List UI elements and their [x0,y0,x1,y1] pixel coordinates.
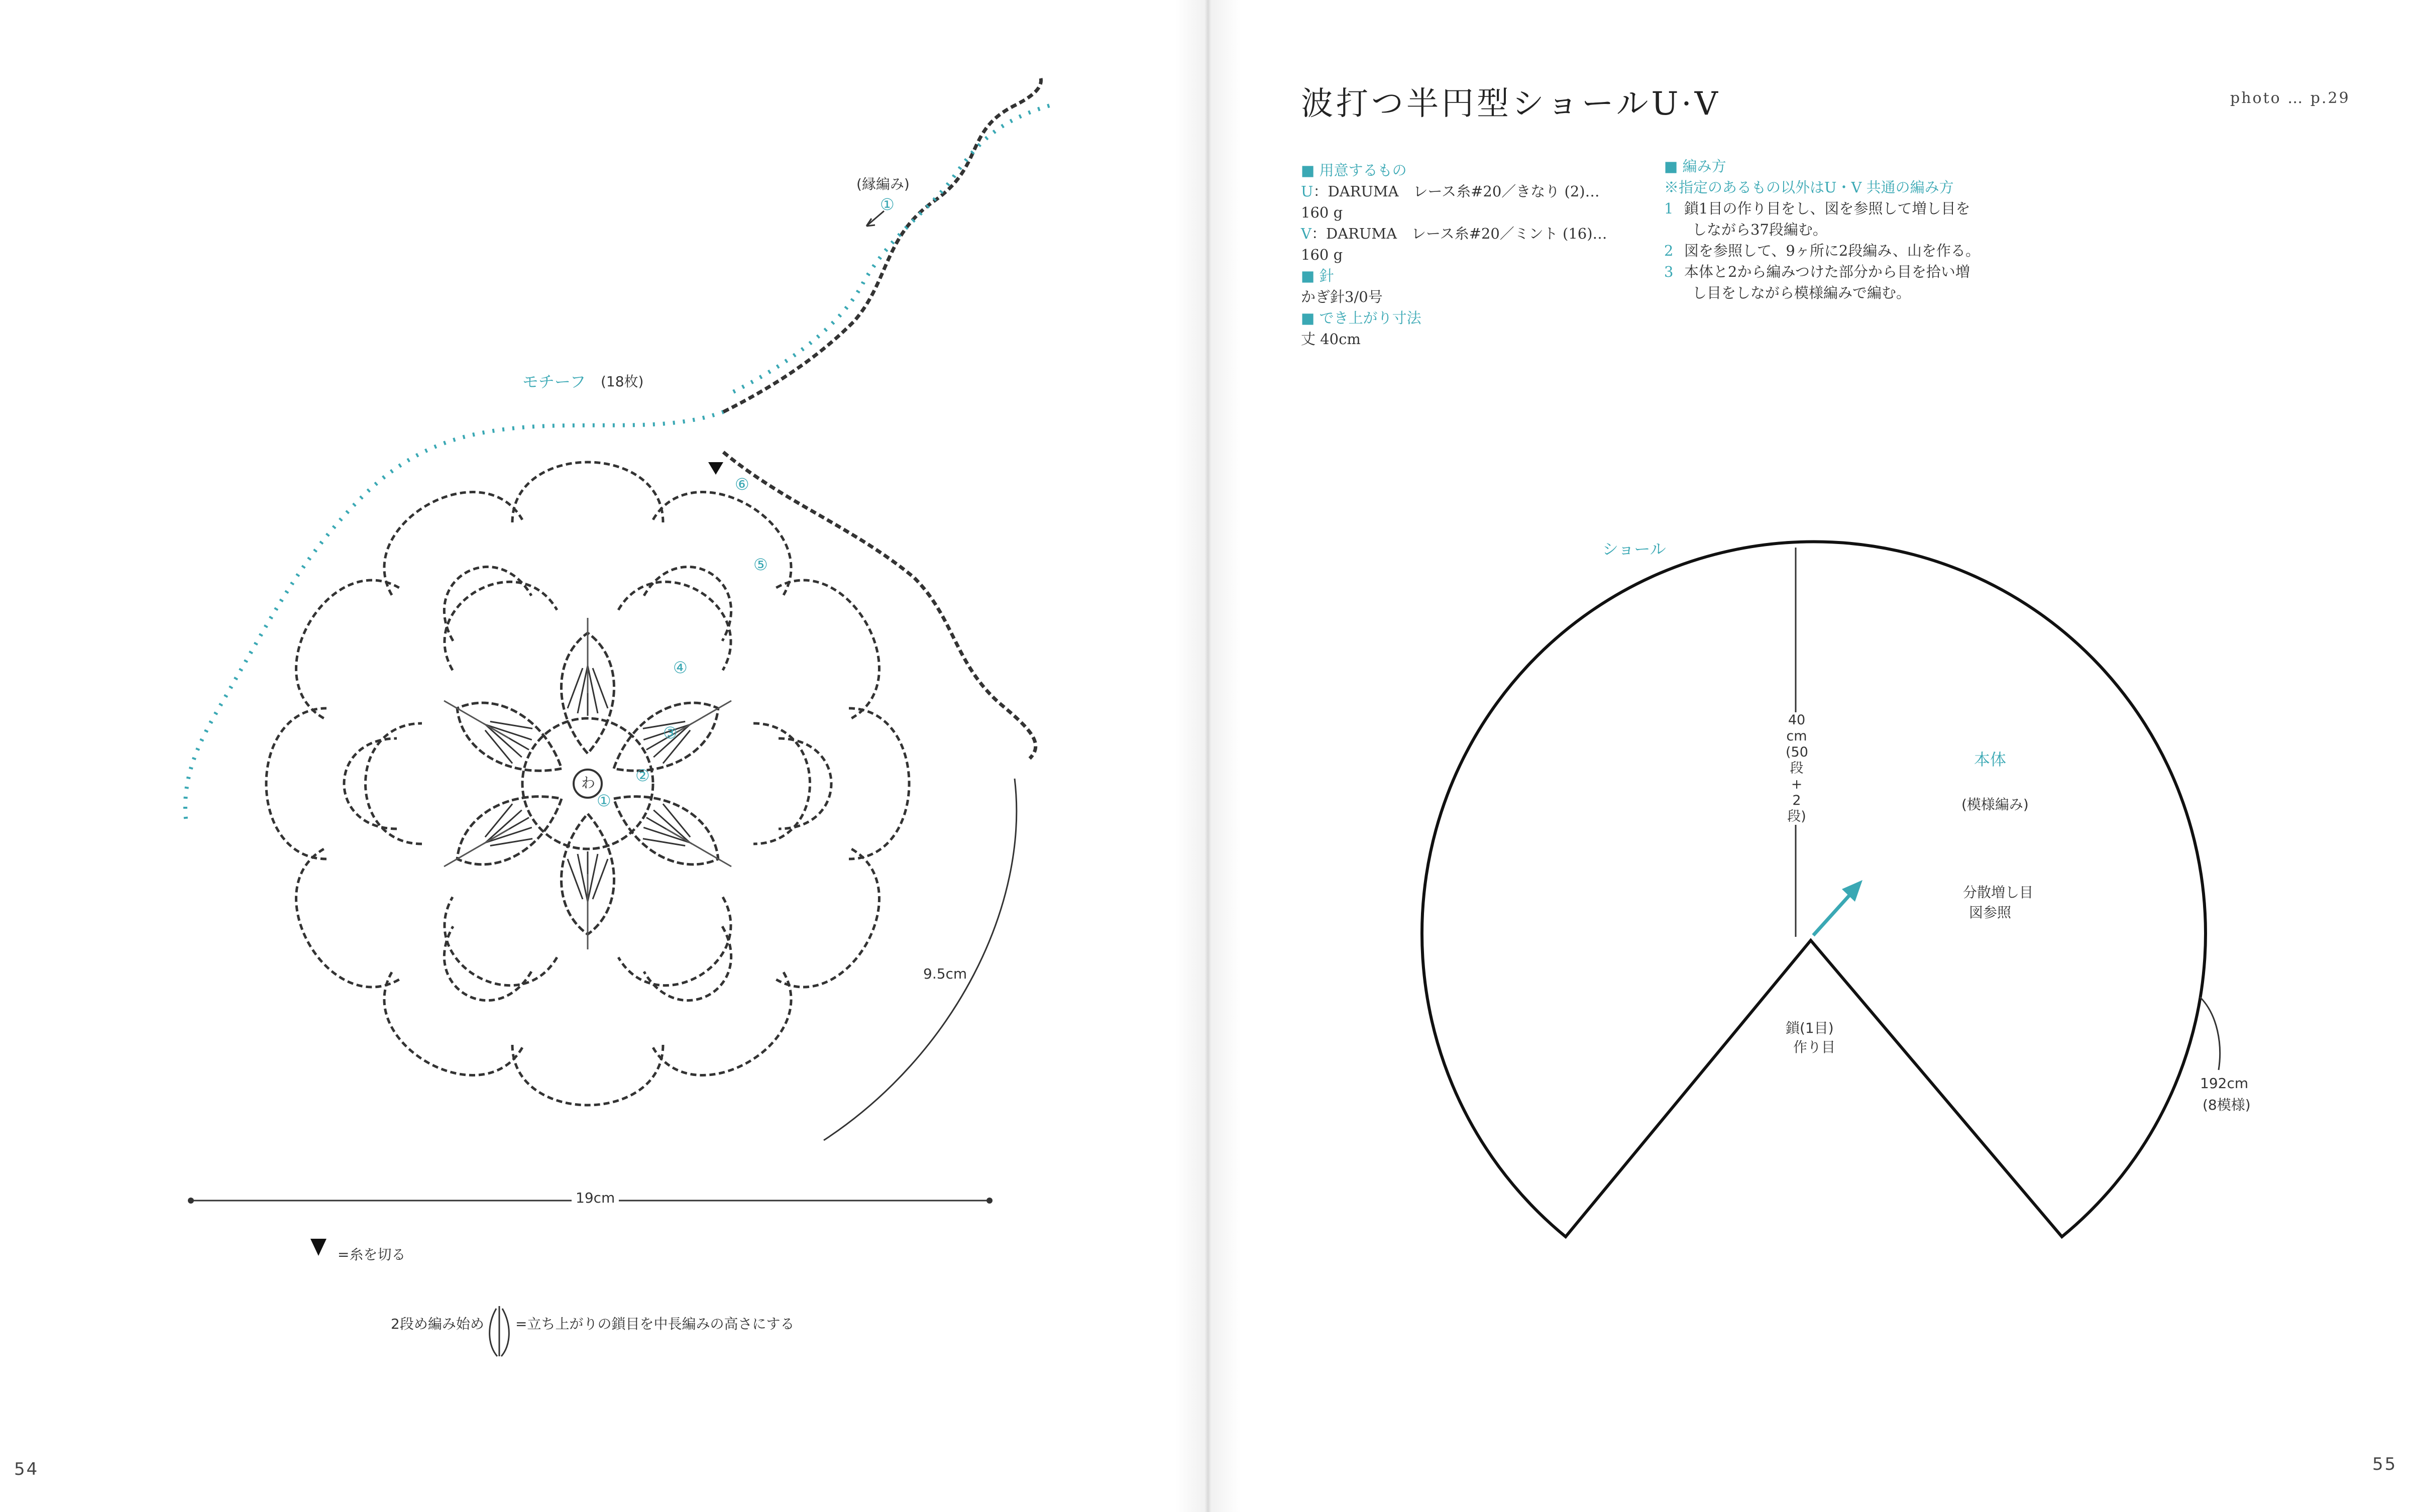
size-value: 丈 40cm [1301,331,1361,348]
pattern-title: 波打つ半円型ショールU·V [1301,85,1721,123]
method-step-3: 3 本体と2から編みつけた部分から目を拾い増 [1664,263,1970,280]
center-ring-label: わ [581,775,596,791]
material-u: U：DARUMA レース糸#20／きなり (2)… [1301,183,1600,200]
hem-dim-leader [2200,997,2220,1070]
label-increase-a: 分散増し目 [1963,884,2034,901]
legend-start-symbol [490,1306,509,1356]
round-marker-6: ⑥ [735,475,749,494]
method-heading: ■ 編み方 [1664,158,1726,175]
label-chain-a: 鎖(1目) [1786,1017,1834,1037]
page-number-right: 55 [2372,1454,2397,1474]
materials-heading: ■ 用意するもの [1301,162,1407,179]
size-heading: ■ でき上がり寸法 [1301,309,1421,327]
legend-start-a: 2段め編み始め [391,1316,484,1332]
right-page [1208,0,2416,1512]
label-pattern: (模様編み) [1961,796,2029,813]
material-v-weight: 160 g [1301,246,1343,263]
round-marker-2: ② [635,766,650,785]
legend-cut-text: =糸を切る [338,1246,406,1263]
label-motif-count: (18枚) [601,373,644,390]
method-step-2: 2 図を参照して、9ヶ所に2段編み、山を作る。 [1664,242,1981,259]
label-shawl: ショール [1602,539,1666,559]
method-step-1: 1 鎖1目の作り目をし、図を参照して増し目を [1664,200,1970,217]
label-hem-b: (8模様) [2203,1097,2251,1113]
round-marker-3: ③ [663,723,678,742]
shawl-outline [1422,542,2206,1237]
material-v: V：DARUMA レース糸#20／ミント (16)… [1301,225,1607,242]
method-step-3-cont: し目をしながら模様編みで編む。 [1692,284,1911,301]
dim-width-label: 19cm [572,1190,619,1206]
edging-tail [723,75,1041,412]
shawl-diagram [1208,0,2416,1512]
increase-arrow [1813,880,1862,935]
needle-heading: ■ 針 [1301,267,1334,284]
label-motif: モチーフ [522,372,586,391]
motif-chart [0,0,1175,1512]
label-edging-round: ① [880,195,895,214]
page-number-left: 54 [14,1459,39,1479]
label-hem-a: 192cm [2200,1075,2249,1092]
label-chain-b: 作り目 [1793,1036,1835,1056]
label-body: 本体 [1974,750,2007,769]
legend-start-b: =立ち上がりの鎖目を中長編みの高さにする [515,1316,795,1332]
material-u-weight: 160 g [1301,204,1343,221]
cut-marker [708,462,723,475]
label-increase-b: 図参照 [1969,904,2012,921]
height-dim-label: 40 cm (50 段 + 2 段) [1786,712,1808,824]
edging-right [723,452,1036,759]
edging-teal [185,412,723,819]
round-marker-4: ④ [673,658,688,677]
dim-side-arc [824,779,1017,1140]
method-step-1-cont: しながら37段編む。 [1692,221,1827,238]
photo-reference: photo … p.29 [2230,89,2350,107]
needle-value: かぎ針3/0号 [1301,288,1383,305]
label-edging: (縁編み) [856,176,910,192]
method-note: ※指定のあるもの以外はU・V 共通の編み方 [1664,179,1954,196]
dim-side-label: 9.5cm [923,965,967,982]
round-marker-1: ① [597,791,611,810]
legend-cut-symbol [310,1239,326,1256]
round-marker-5: ⑤ [753,555,768,574]
